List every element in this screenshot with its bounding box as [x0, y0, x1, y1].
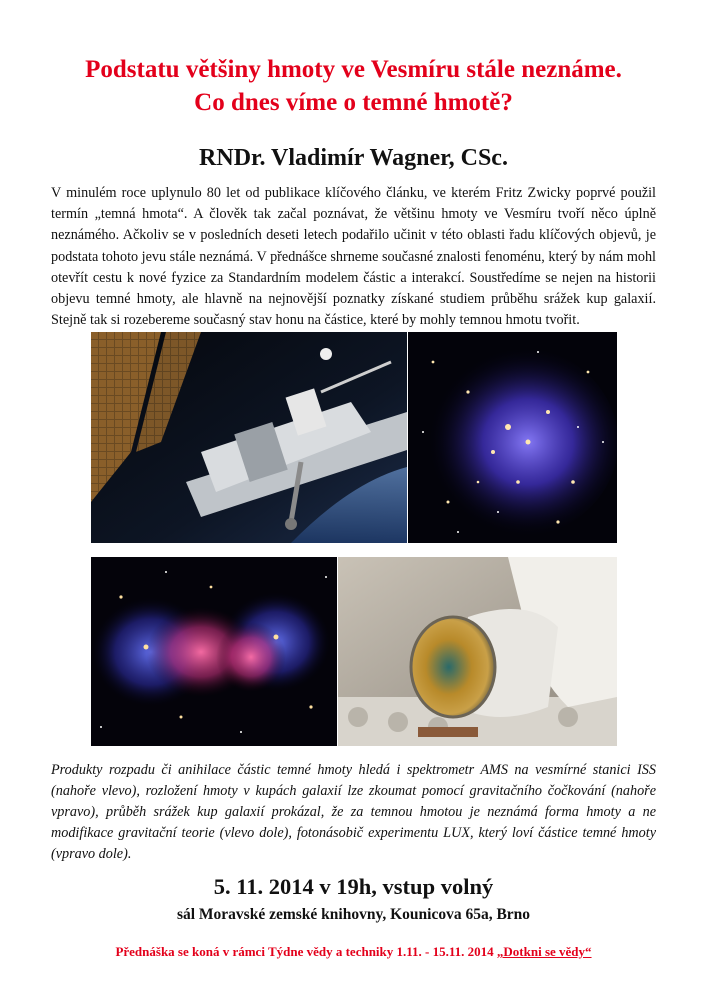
lux-photomultiplier-photo: [338, 557, 617, 746]
event-venue: sál Moravské zemské knihovny, Kounicova 65a, Brno: [176, 906, 531, 923]
title-line-2: Co dnes víme o temné hmotě?: [194, 89, 513, 116]
title-line-1: Podstatu většiny hmoty ve Vesmíru stále neznáme.: [85, 56, 622, 83]
footer-note: [0, 944, 707, 960]
bullet-cluster-photo: [91, 557, 337, 746]
footer-link[interactable]: „Dotkni se vědy“: [496, 944, 592, 959]
footer-text: Přednáška se koná v rámci Týdne vědy a techniky 1.11. - 15.11. 2014: [115, 944, 497, 959]
intro-paragraph: V minulém roce uplynulo 80 let od publikace klíčového článku, ve kterém Fritz Zwicky poprvé použil termín „temná hmota“. A člověk tak začal poznávat, že většinu hmoty ve Vesmíru tvoří něco úplně neznámého. Ačkoliv se v posledních deseti letech podařilo učinit v této oblasti řadu klíčových objevů, je podstata tohoto jevu stále neznámá. V přednášce shrneme současné znalosti fenoménu, který by nám mohl otevřít cestu k nové fyzice za Standardním modelem částic a interakcí. Soustředíme se nejen na historii objevu temné hmoty, ale hlavně na nejnovější poznatky získané studiem průběhu srážek kup galaxií. Stejně tak si rozebereme současný stav honu na částice, které by mohly temnou hmotu tvořit.: [51, 185, 656, 329]
image-caption: Produkty rozpadu či anihilace částic temné hmoty hledá i spektrometr AMS na vesmírné stanici ISS (nahoře vlevo), rozložení hmoty v kupách galaxií lze zkoumat pomocí gravitačního čočkování (nahoře vpravo), průběh srážek kup galaxií prokázal, že za temnou hmotou je neznámá forma hmoty a ne modifikace gravitační teorie (vlevo dole), fotonásobič experimentu LUX, který loví částice temné hmoty (vpravo dole).: [51, 762, 656, 862]
event-date: 5. 11. 2014 v 19h, vstup volný: [213, 874, 494, 899]
author-name: RNDr. Vladimír Wagner, CSc.: [199, 145, 508, 171]
iss-ams-photo: [91, 332, 407, 543]
galaxy-cluster-lensing-photo: [408, 332, 617, 543]
